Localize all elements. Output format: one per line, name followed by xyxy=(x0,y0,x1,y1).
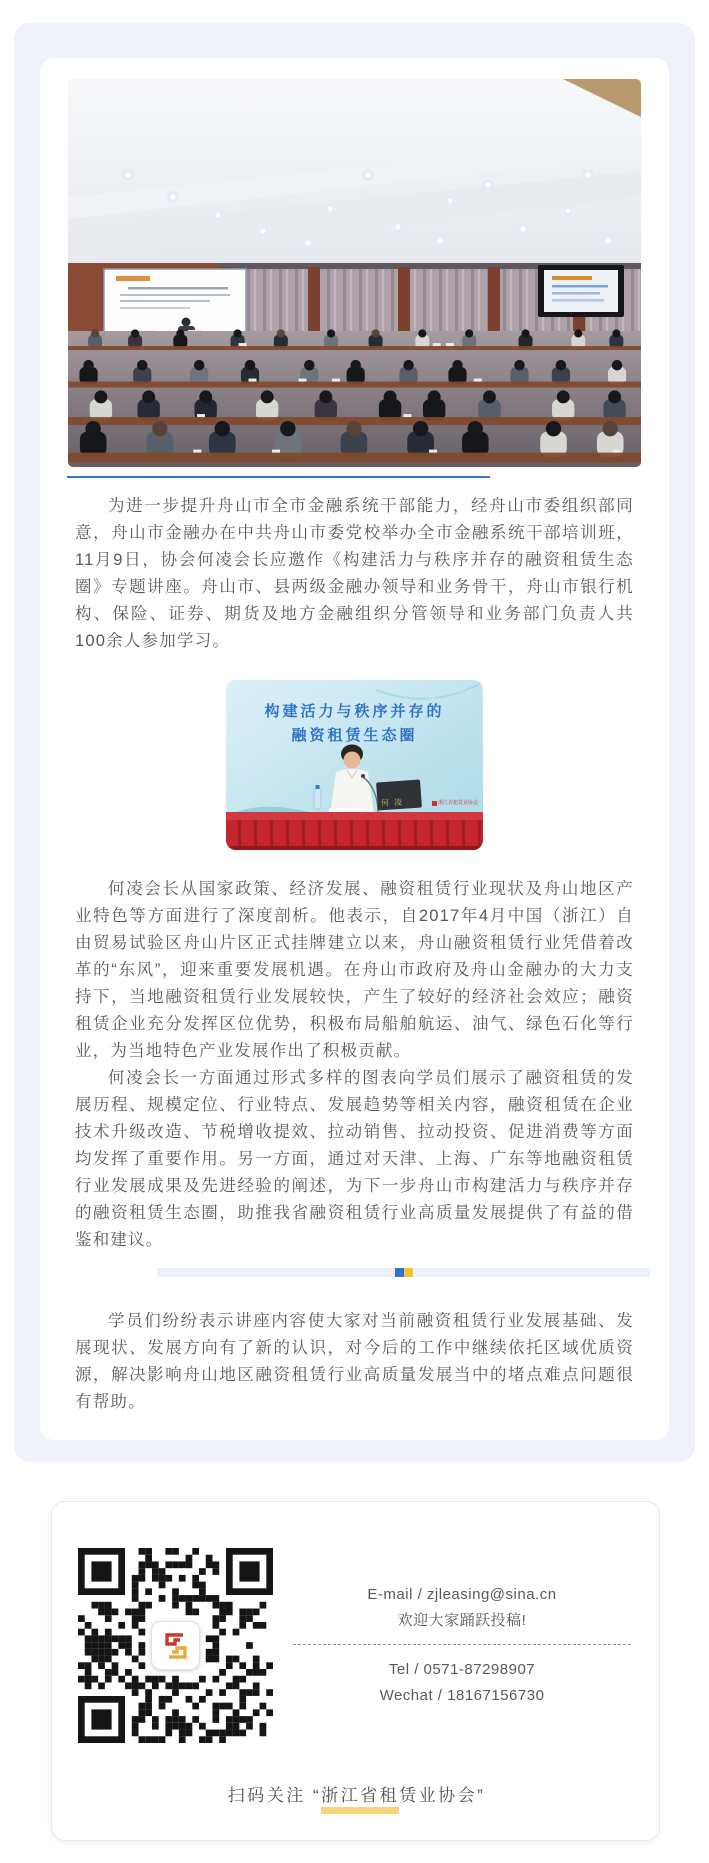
divider-blue-square xyxy=(395,1268,404,1277)
tel-line: Tel / 0571-87298907 xyxy=(388,1661,536,1678)
email-line: E-mail / zjleasing@sina.cn xyxy=(367,1586,557,1603)
contact-card xyxy=(51,1501,660,1841)
article-paragraph: 为进一步提升舟山市全市金融系统干部能力，经舟山市委组织部同意，舟山市金融办在中共舟山市委党校举办全市金融系统干部培训班，11月9日，协会何凌会长应邀作《构建活力与秩序并存的融资租赁生态圈》专题讲座。舟山市、县两级金融办领导和业务骨干，舟山市银行机构、保险、证券、期货及地方金融组织分管领导和业务部门负责人共100余人参加学习。 xyxy=(75,497,634,650)
footer-highlight: 浙江省租 xyxy=(321,1781,399,1814)
qr-finder-top-right xyxy=(226,1548,273,1595)
conference-photo[interactable] xyxy=(68,79,641,467)
wechat-line: Wechat / 18167156730 xyxy=(379,1687,545,1704)
article-body-footer xyxy=(68,1308,641,1416)
contact-footer xyxy=(78,1781,635,1814)
content-card xyxy=(40,58,669,1440)
photo-divider-line xyxy=(67,476,490,478)
divider-yellow-square xyxy=(404,1268,413,1277)
qr-finder-bottom-left xyxy=(78,1696,125,1743)
speaker-name-plate: 何凌 xyxy=(380,797,408,808)
welcome-line: 欢迎大家踊跃投稿! xyxy=(397,1612,527,1629)
article-paragraph: 学员们纷纷表示讲座内容使大家对当前融资租赁行业发展基础、发展现状、发展方向有了新的认识，对今后的工作中继续依托区域优质资源，解决影响舟山地区融资租赁行业高质量发展当中的堵点难点问题很有帮助。 xyxy=(75,1312,634,1411)
article-card xyxy=(14,23,695,1462)
association-logo-icon xyxy=(160,1630,192,1662)
contact-info xyxy=(289,1582,635,1709)
watermark-text: 浙江省租赁业协会 xyxy=(437,800,478,806)
qr-finder-top-left xyxy=(78,1548,125,1595)
dashed-separator xyxy=(293,1644,631,1645)
conference-photo-art xyxy=(68,79,641,467)
contact-row xyxy=(78,1548,635,1743)
watermark-logo-icon xyxy=(432,801,437,806)
footer-suffix: 赁业协会” xyxy=(399,1786,486,1805)
speaker-banner-line1: 构建活力与秩序并存的 xyxy=(264,703,445,720)
qr-code xyxy=(78,1548,273,1743)
speaker-photo[interactable] xyxy=(226,680,483,850)
photo-watermark xyxy=(432,790,478,817)
footer-prefix: 扫码关注 “ xyxy=(227,1786,322,1805)
speaker-banner xyxy=(226,700,483,748)
speaker-banner-line2: 融资租赁生态圈 xyxy=(291,727,418,744)
qr-logo xyxy=(151,1621,200,1670)
article-paragraph: 何凌会长从国家政策、经济发展、融资租赁行业现状及舟山地区产业特色等方面进行了深度剖析。他表示，自2017年4月中国（浙江）自由贸易试验区舟山片区正式挂牌建立以来，舟山融资租赁行业凭借着改革的“东风”，迎来重要发展机遇。在舟山市政府及舟山金融办的大力支持下，当地融资租赁行业发展较快，产生了较好的经济社会效应；融资租赁企业充分发挥区位优势，积极布局船舶航运、油气、绿色石化等行业，为当地特色产业发展作出了积极贡献。 xyxy=(75,880,634,1060)
article-paragraph: 何凌会长一方面通过形式多样的图表向学员们展示了融资租赁的发展历程、规模定位、行业特点、发展趋势等相关内容，融资租赁在企业技术升级改造、节税增收提效、拉动销售、拉动投资、促进消费等方面均发挥了重要作用。另一方面，通过对天津、上海、广东等地融资租赁行业发展成果及先进经验的阐述，为下一步舟山市构建活力与秩序并存的融资租赁生态圈，助推我省融资租赁行业高质量发展提供了有益的借鉴和建议。 xyxy=(75,1069,634,1249)
article-body xyxy=(68,493,641,1254)
section-divider xyxy=(157,1268,650,1277)
